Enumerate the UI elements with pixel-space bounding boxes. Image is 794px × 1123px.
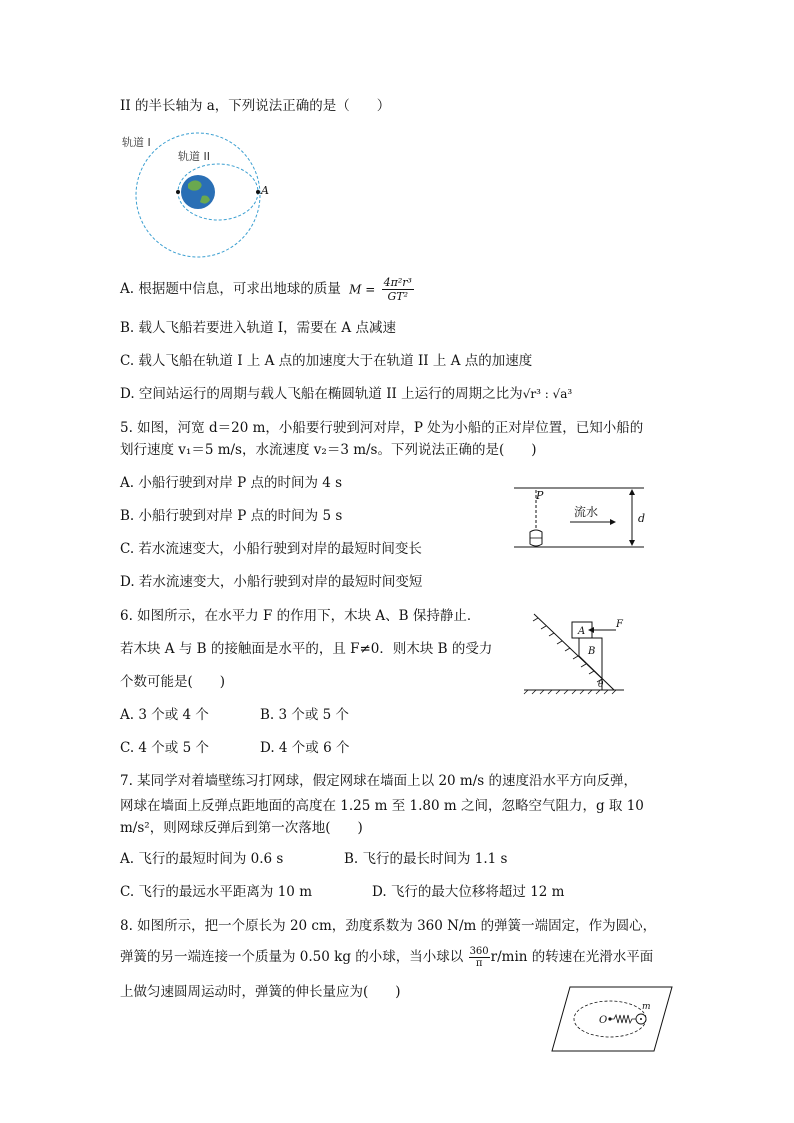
width-arrow-top [629, 489, 635, 495]
incline-figure [520, 612, 630, 694]
speed-numerator: 360 [469, 946, 489, 957]
formula-numerator: 4π²r³ [383, 276, 412, 289]
q7-option-c: C. 飞行的最远水平距离为 10 m [120, 884, 312, 900]
flow-label: 流水 [574, 505, 599, 519]
q4-option-d [120, 384, 572, 404]
point-p-label: P [536, 489, 544, 502]
q6-stem-2: 若木块 A 与 B 的接触面是水平的，且 F≠0．则木块 B 的受力 [120, 641, 493, 657]
speed-denominator: π [475, 958, 483, 969]
speed-fraction [469, 946, 490, 969]
q6-stem-3: 个数可能是( ) [120, 674, 226, 690]
ball-center [640, 1018, 642, 1020]
orbit2-label: 轨道 II [178, 150, 210, 163]
ground-hatch [524, 690, 616, 694]
point-a-label: A [261, 184, 269, 197]
spring-figure [550, 985, 676, 1055]
q8-stem-2b: r/min 的转速在光滑水平面 [490, 949, 654, 965]
q4-option-b: B. 载人飞船若要进入轨道 I，需要在 A 点减速 [120, 320, 396, 336]
block-b [579, 638, 614, 690]
orbit-point-left [176, 190, 180, 194]
q8-stem-2a: 弹簧的另一端连接一个质量为 0.50 kg 的小球，当小球以 [120, 949, 464, 965]
q7-stem-1: 7. 某同学对着墙壁练习打网球，假定网球在墙面上以 20 m/s 的速度沿水平方向反弹， [120, 773, 638, 789]
mass-formula [349, 276, 414, 303]
orbit1-label: 轨道 I [122, 136, 151, 149]
width-arrow-bottom [629, 540, 635, 546]
q4-a-text: A. 根据题中信息，可求出地球的质量 [120, 281, 341, 297]
angle-theta-label: θ [598, 680, 604, 690]
q8-stem-3: 上做匀速圆周运动时，弹簧的伸长量应为( ) [120, 984, 401, 1000]
block-a-label: A [578, 626, 586, 637]
q4-d-ratio: √r³ : √a³ [522, 387, 573, 401]
q4-d-text: D. 空间站运行的周期与载人飞船在椭圆轨道 II 上运行的周期之比为 [120, 386, 523, 402]
q5-stem-1: 5. 如图，河宽 d＝20 m，小船要行驶到河对岸，P 处为小船的正对岸位置，已知小船的 [120, 420, 644, 436]
ball-m-label: m [642, 1002, 651, 1012]
q7-option-b: B. 飞行的最长时间为 1.1 s [344, 851, 508, 867]
q4-option-c: C. 载人飞船在轨道 I 上 A 点的加速度大于在轨道 II 上 A 点的加速度 [120, 353, 533, 369]
q7-option-d: D. 飞行的最大位移将超过 12 m [372, 884, 565, 900]
formula-denominator: GT² [387, 290, 409, 303]
spring-icon [610, 1015, 636, 1023]
q7-option-a: A. 飞行的最短时间为 0.6 s [120, 851, 284, 867]
q5-option-c: C. 若水流速变大，小船行驶到对岸的最短时间变长 [120, 541, 422, 557]
q5-stem-2: 划行速度 v₁＝5 m/s，水流速度 v₂＝3 m/s。下列说法正确的是( ) [120, 442, 537, 458]
q4-option-a [120, 276, 414, 303]
block-b-label: B [588, 646, 596, 657]
center-o-label: O [599, 1015, 608, 1026]
q6-option-b: B. 3 个或 5 个 [260, 707, 350, 723]
q5-option-a: A. 小船行驶到对岸 P 点的时间为 4 s [120, 475, 343, 491]
q7-stem-2: 网球在墙面上反弹点距地面的高度在 1.25 m 至 1.80 m 之间，忽略空气阻力，g 取 10 [120, 798, 644, 814]
q8-stem-1: 8. 如图所示，把一个原长为 20 cm，劲度系数为 360 N/m 的弹簧一端固定，作为圆心， [120, 918, 657, 934]
q6-option-a: A. 3 个或 4 个 [120, 707, 209, 723]
q6-option-d: D. 4 个或 6 个 [260, 740, 350, 756]
q5-option-b: B. 小船行驶到对岸 P 点的时间为 5 s [120, 508, 343, 524]
orbit-point-a [256, 190, 260, 194]
river-figure [510, 480, 660, 555]
q5-option-d: D. 若水流速变大，小船行驶到对岸的最短时间变短 [120, 574, 423, 590]
force-f-label: F [616, 619, 623, 630]
flow-arrowhead [610, 519, 616, 525]
width-d-label: d [638, 512, 646, 525]
earth-icon [181, 175, 215, 209]
q6-stem-1: 6. 如图所示，在水平力 F 的作用下，木块 A、B 保持静止． [120, 608, 481, 624]
intro-line: II 的半长轴为 a，下列说法正确的是（ ） [120, 98, 391, 114]
q8-stem-2 [120, 946, 653, 969]
q7-stem-3: m/s²，则网球反弹后到第一次落地( ) [120, 820, 363, 836]
formula-lhs: M = [349, 282, 376, 297]
q6-option-c: C. 4 个或 5 个 [120, 740, 209, 756]
orbit-figure [118, 132, 268, 260]
